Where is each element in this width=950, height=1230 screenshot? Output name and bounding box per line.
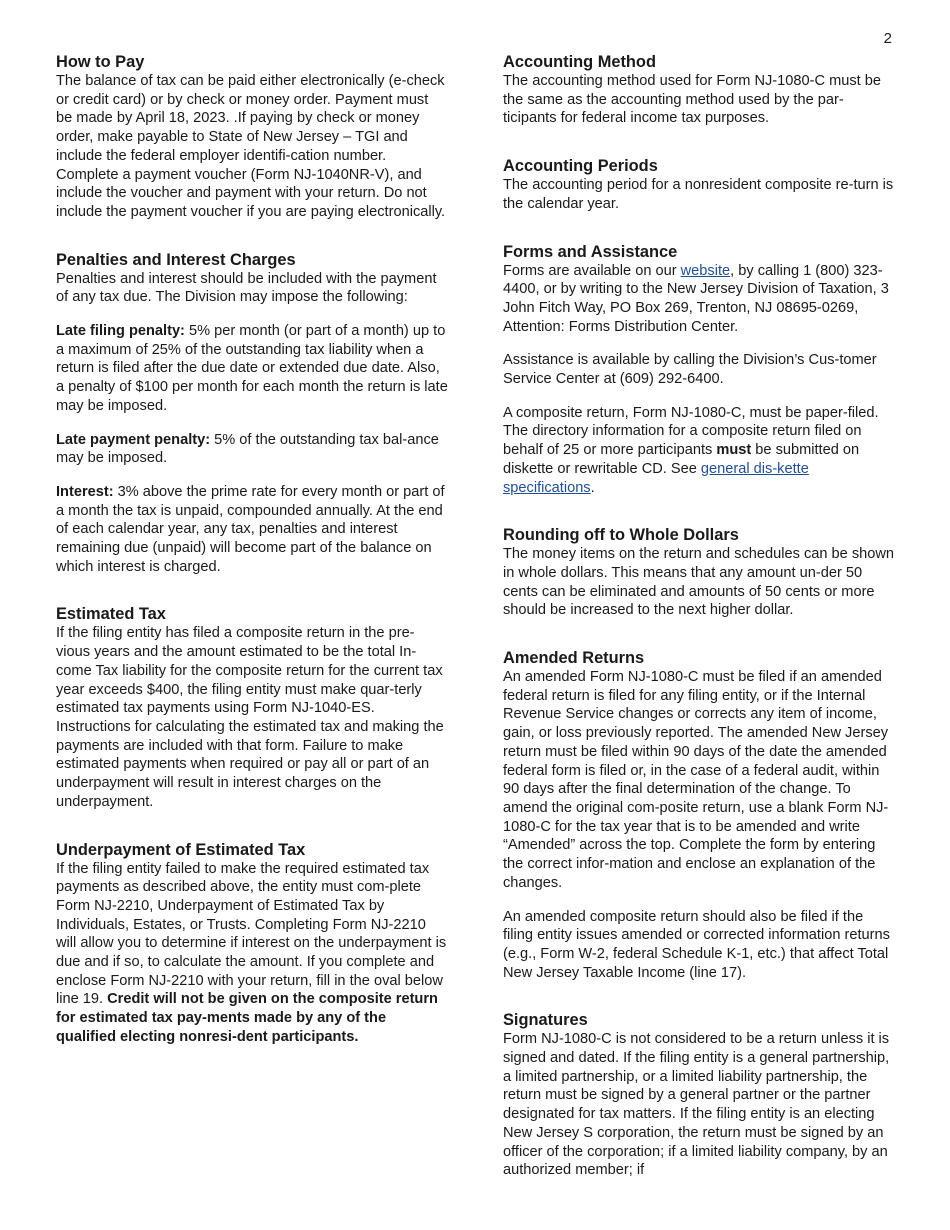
- section-title: How to Pay: [56, 53, 145, 71]
- section-intro: Penalties and interest should be included with the payment of any tax due. The Division may impose the following:: [56, 270, 437, 306]
- left-column: [56, 53, 448, 1075]
- late-filing-label: Late filing penalty:: [56, 323, 185, 340]
- forms-paragraph: [503, 262, 895, 337]
- right-column: [503, 53, 895, 1208]
- section-body: The money items on the return and schedules can be shown in whole dollars. This means that any amount un-der 50 cents can be eliminated and amounts of 50 cents or more should be increased to the next higher dollar.: [503, 546, 895, 619]
- must-emphasis: must: [716, 442, 752, 459]
- section-rounding: [503, 526, 895, 620]
- forms-text: Forms are available on our: [503, 262, 681, 279]
- section-body: The balance of tax can be paid either electronically (e-check or credit card) or by check or money order. Payment must be made by April 18, 2023. .If paying by check or money order, make payable to State of New Jersey – TGI and include the federal employer identifi-cation number. Complete a payment voucher (Form NJ-1040NR-V), and include the voucher and payment with your return. Do not include the payment voucher if you are paying electronically.: [56, 73, 446, 220]
- section-title: Amended Returns: [503, 649, 645, 668]
- interest-label: Interest:: [56, 483, 114, 500]
- section-title: Rounding off to Whole Dollars: [503, 526, 739, 545]
- page-number: 2: [883, 30, 892, 47]
- section-amended-returns: [503, 649, 895, 982]
- section-body: The accounting method used for Form NJ-1080-C must be the same as the accounting method used by the par-ticipants for federal income tax purposes.: [503, 73, 881, 127]
- late-payment-paragraph: [56, 431, 448, 468]
- composite-paragraph: [503, 404, 895, 498]
- section-title: Estimated Tax: [56, 605, 166, 624]
- interest-paragraph: [56, 483, 448, 577]
- late-filing-paragraph: [56, 322, 448, 416]
- section-underpayment: [56, 841, 448, 1047]
- section-penalties: [56, 251, 448, 577]
- section-body: If the filing entity has filed a composite return in the pre-vious years and the amount estimated to be the total In-come Tax liability for the composite return for the current tax year exceeds $400, the filing entity must make quar-terly estimated tax payments using Form NJ-1040-ES. Instructions for calculating the estimated tax and making the payments are included with that form. Failure to make estimated payments when required or pay all or part of an underpayment will result in interest charges on the underpayment.: [56, 625, 444, 810]
- diskette-specifications-link[interactable]: general dis-kette specifications: [503, 460, 809, 496]
- section-title: Accounting Method: [503, 53, 656, 71]
- composite-text-end: .: [590, 479, 595, 496]
- assistance-paragraph: Assistance is available by calling the Division’s Cus-tomer Service Center at (609) 292-6400.: [503, 352, 877, 388]
- section-forms-assistance: [503, 243, 895, 498]
- underpayment-bold-note: Credit will not be given on the composite return for estimated tax pay-ments made by any of the qualified electing nonresi-dent participants.: [56, 991, 438, 1045]
- section-title: Penalties and Interest Charges: [56, 250, 296, 269]
- section-accounting-periods: [503, 157, 895, 213]
- amended-paragraph-2: An amended composite return should also be filed if the filing entity issues amended or corrected information returns (e.g., Form W-2, federal Schedule K-1, etc.) that affect Total New Jersey Taxable Income (line 17).: [503, 908, 890, 981]
- section-estimated-tax: [56, 605, 448, 811]
- underpayment-text: If the filing entity failed to make the required estimated tax payments as described above, the entity must com-plete Form NJ-2210, Underpayment of Estimated Tax by Individuals, Estates, or Trusts. Completing Form NJ-2210 will allow you to determine if interest on the underpayment is due and if so, to calculate the amount. If you complete and enclose Form NJ-2210 with your return, fill in the oval below line 19.: [56, 860, 447, 1008]
- interest-text: 3% above the prime rate for every month or part of a month the tax is unpaid, compounded annually. At the end of each calendar year, any tax, penalties and interest remaining due (unpaid) will become part of the balance on which interest is charged.: [56, 483, 445, 575]
- section-title: Forms and Assistance: [503, 242, 678, 261]
- section-accounting-method: [503, 53, 895, 128]
- section-title: Accounting Periods: [503, 157, 658, 176]
- late-payment-label: Late payment penalty:: [56, 431, 211, 448]
- late-filing-text: 5% per month (or part of a month) up to a maximum of 25% of the outstanding tax liability when a return is filed after the due date or extended due date. Also, a penalty of $100 per month for each month the return is late may be imposed.: [56, 323, 448, 414]
- composite-text-mid: be submitted on diskette or rewritable CD. See: [503, 442, 860, 477]
- section-body: Form NJ-1080-C is not considered to be a return unless it is signed and dated. If the filing entity is a general partnership, a limited partnership, or a limited liability partnership, the return must be signed by a general partner or the partner designated for tax matters. If the filing entity is an electing New Jersey S corporation, the return must be signed by an officer of the corporation; if a limited liability company, by an authorized member; if: [503, 1031, 890, 1179]
- forms-text-cont: , by calling 1 (800) 323-4400, or by writing to the New Jersey Division of Taxation, 3 John Fitch Way, PO Box 269, Trenton, NJ 08695-0269, Attention: Forms Distribution Center.: [503, 262, 889, 335]
- section-signatures: [503, 1011, 895, 1180]
- section-title: Signatures: [503, 1011, 588, 1030]
- amended-paragraph-1: An amended Form NJ-1080-C must be filed if an amended federal return is filed for any filing entity, or if the Internal Revenue Service changes or corrects any item of income, gain, or loss previously reported. The amended New Jersey return must be filed within 90 days of the date the amended federal form is filed or, in the case of a federal audit, within 90 days after the final determination of the change. To amend the original com-posite return, use a blank Form NJ-1080-C for the tax year that is to be amended and write “Amended” across the top. Complete the form by entering the correct infor-mation and enclose an explanation of the changes.: [503, 669, 889, 891]
- section-body: [56, 860, 448, 1047]
- section-title: Underpayment of Estimated Tax: [56, 840, 306, 859]
- late-payment-text: 5% of the outstanding tax bal-ance may be imposed.: [56, 431, 439, 467]
- composite-text: A composite return, Form NJ-1080-C, must be paper-filed. The directory information for a composite return filed on behalf of 25 or more participants: [503, 404, 879, 459]
- section-body: The accounting period for a nonresident composite re-turn is the calendar year.: [503, 177, 894, 212]
- section-how-to-pay: [56, 53, 448, 222]
- website-link[interactable]: website: [680, 262, 731, 279]
